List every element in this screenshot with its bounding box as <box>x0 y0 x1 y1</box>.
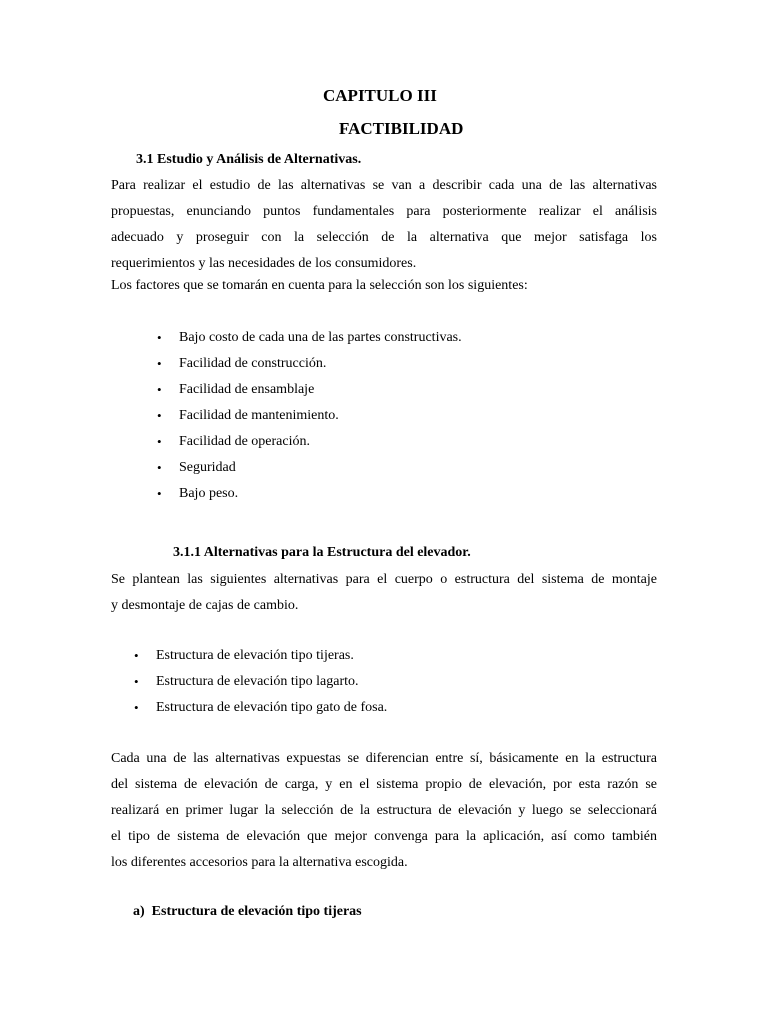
bullet-icon: • <box>134 674 139 689</box>
paragraph-line: Cada una de las alternativas expuestas se diferencian entre sí, básicamente en la estructura <box>111 751 657 766</box>
bullet-icon: • <box>157 330 162 345</box>
list-item: • Facilidad de construcción. <box>179 351 462 377</box>
list-item: • Estructura de elevación tipo lagarto. <box>156 669 387 695</box>
factors-intro: Los factores que se tomarán en cuenta para la selección son los siguientes: <box>111 278 528 293</box>
bullet-icon: • <box>134 648 139 663</box>
list-item: • Estructura de elevación tipo gato de fosa. <box>156 695 387 721</box>
paragraph-line: requerimientos y las necesidades de los consumidores. <box>111 256 417 271</box>
section-3-1-1-intro <box>111 567 657 619</box>
paragraph-line: propuestas, enunciando puntos fundamentales para posteriormente realizar el análisis <box>111 204 657 219</box>
list-item: • Facilidad de ensamblaje <box>179 377 462 403</box>
paragraph-line: Se plantean las siguientes alternativas para el cuerpo o estructura del sistema de montaje <box>111 572 657 587</box>
subsection-heading-a: a) Estructura de elevación tipo tijeras <box>133 904 362 919</box>
section-3-1-paragraph <box>111 173 657 277</box>
list-item: • Facilidad de operación. <box>179 429 462 455</box>
list-item: • Seguridad <box>179 455 462 481</box>
paragraph-line: y desmontaje de cajas de cambio. <box>111 598 299 613</box>
paragraph-line: el tipo de sistema de elevación que mejor convenga para la aplicación, así como también <box>111 829 657 844</box>
chapter-subtitle: FACTIBILIDAD <box>339 119 464 138</box>
bullet-icon: • <box>157 486 162 501</box>
paragraph-line: los diferentes accesorios para la alternativa escogida. <box>111 855 408 870</box>
section-heading-3-1: 3.1 Estudio y Análisis de Alternativas. <box>136 152 362 167</box>
section-3-1-1-body <box>111 746 657 876</box>
paragraph-line: del sistema de elevación de carga, y en el sistema propio de elevación, por esta razón se <box>111 777 657 792</box>
factors-list <box>157 325 462 507</box>
bullet-icon: • <box>157 408 162 423</box>
list-item: • Estructura de elevación tipo tijeras. <box>156 643 387 669</box>
bullet-icon: • <box>157 356 162 371</box>
paragraph-line: adecuado y proseguir con la selección de la alternativa que mejor satisfaga los <box>111 230 657 245</box>
bullet-icon: • <box>157 434 162 449</box>
bullet-icon: • <box>157 460 162 475</box>
alternatives-list <box>134 643 388 721</box>
list-item: • Bajo peso. <box>179 481 462 507</box>
bullet-icon: • <box>134 700 139 715</box>
chapter-title: CAPITULO III <box>323 86 437 105</box>
paragraph-line: Para realizar el estudio de las alternativas se van a describir cada una de las alternativas <box>111 178 657 193</box>
bullet-icon: • <box>157 382 162 397</box>
list-item: • Facilidad de mantenimiento. <box>179 403 462 429</box>
list-item: • Bajo costo de cada una de las partes constructivas. <box>179 325 462 351</box>
paragraph-line: realizará en primer lugar la selección de la estructura de elevación y luego se seleccionará <box>111 803 657 818</box>
section-heading-3-1-1: 3.1.1 Alternativas para la Estructura del elevador. <box>173 545 471 560</box>
